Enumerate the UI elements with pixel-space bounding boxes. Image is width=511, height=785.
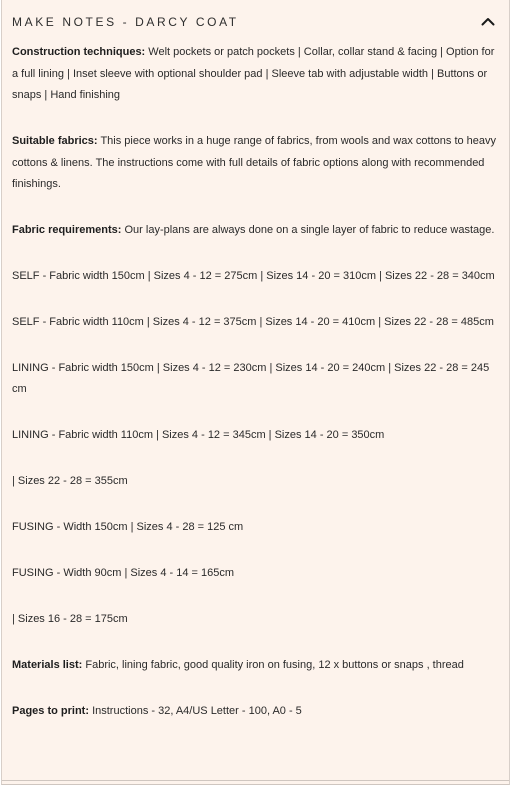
materials-label: Materials list: <box>12 658 83 671</box>
make-notes-accordion <box>1 0 510 785</box>
requirements-label: Fabric requirements: <box>12 224 122 237</box>
requirement-line-fusing-150: FUSING - Width 150cm | Sizes 4 - 28 = 125 cm <box>12 521 244 534</box>
requirement-line-lining-150: LINING - Fabric width 150cm | Sizes 4 - 12 = 230cm | Sizes 14 - 20 = 240cm | Sizes 22 - 28 = 245 cm <box>12 361 490 396</box>
requirement-line-lining-110-cont: | Sizes 22 - 28 = 355cm <box>12 475 128 488</box>
requirements-text: Our lay-plans are always done on a single layer of fabric to reduce wastage. <box>124 224 495 237</box>
fabrics-label: Suitable fabrics: <box>12 135 98 148</box>
accordion-body <box>2 42 509 722</box>
materials-list <box>12 655 499 677</box>
requirement-line-fusing-90-cont: | Sizes 16 - 28 = 175cm <box>12 612 128 625</box>
requirement-line-self-110: SELF - Fabric width 110cm | Sizes 4 - 12 = 375cm | Sizes 14 - 20 = 410cm | Sizes 22 - 28 = 485cm <box>12 315 494 328</box>
pages-text: Instructions - 32, A4/US Letter - 100, A0 - 5 <box>92 704 302 717</box>
requirement-line-self-150: SELF - Fabric width 150cm | Sizes 4 - 12 = 275cm | Sizes 14 - 20 = 310cm | Sizes 22 - 28 = 340cm <box>12 270 495 283</box>
construction-text: Welt pockets or patch pockets | Collar, collar stand & facing | Option for a full lining | Inset sleeve with optional shoulder pad | Sleeve tab with adjustable width | Buttons or snaps | Hand finishing <box>12 46 495 102</box>
requirement-line-fusing-90: FUSING - Width 90cm | Sizes 4 - 14 = 165cm <box>12 566 235 579</box>
fabrics-text: This piece works in a huge range of fabrics, from wools and wax cottons to heavy cottons & linens. The instructions come with full details of fabric options along with recommended finishings. <box>12 135 497 191</box>
construction-techniques <box>12 42 499 107</box>
construction-label: Construction techniques: <box>12 46 146 58</box>
requirement-line-lining-110: LINING - Fabric width 110cm | Sizes 4 - 12 = 345cm | Sizes 14 - 20 = 350cm <box>12 429 385 442</box>
chevron-up-icon[interactable] <box>479 12 497 30</box>
accordion-title: MAKE NOTES - DARCY COAT <box>12 15 239 29</box>
suitable-fabrics <box>12 131 499 196</box>
fabric-requirements <box>12 220 499 242</box>
bottom-divider <box>2 780 509 781</box>
materials-text: Fabric, lining fabric, good quality iron on fusing, 12 x buttons or snaps , thread <box>85 658 464 671</box>
pages-to-print <box>12 701 499 723</box>
pages-label: Pages to print: <box>12 704 90 717</box>
accordion-header[interactable] <box>2 0 509 42</box>
